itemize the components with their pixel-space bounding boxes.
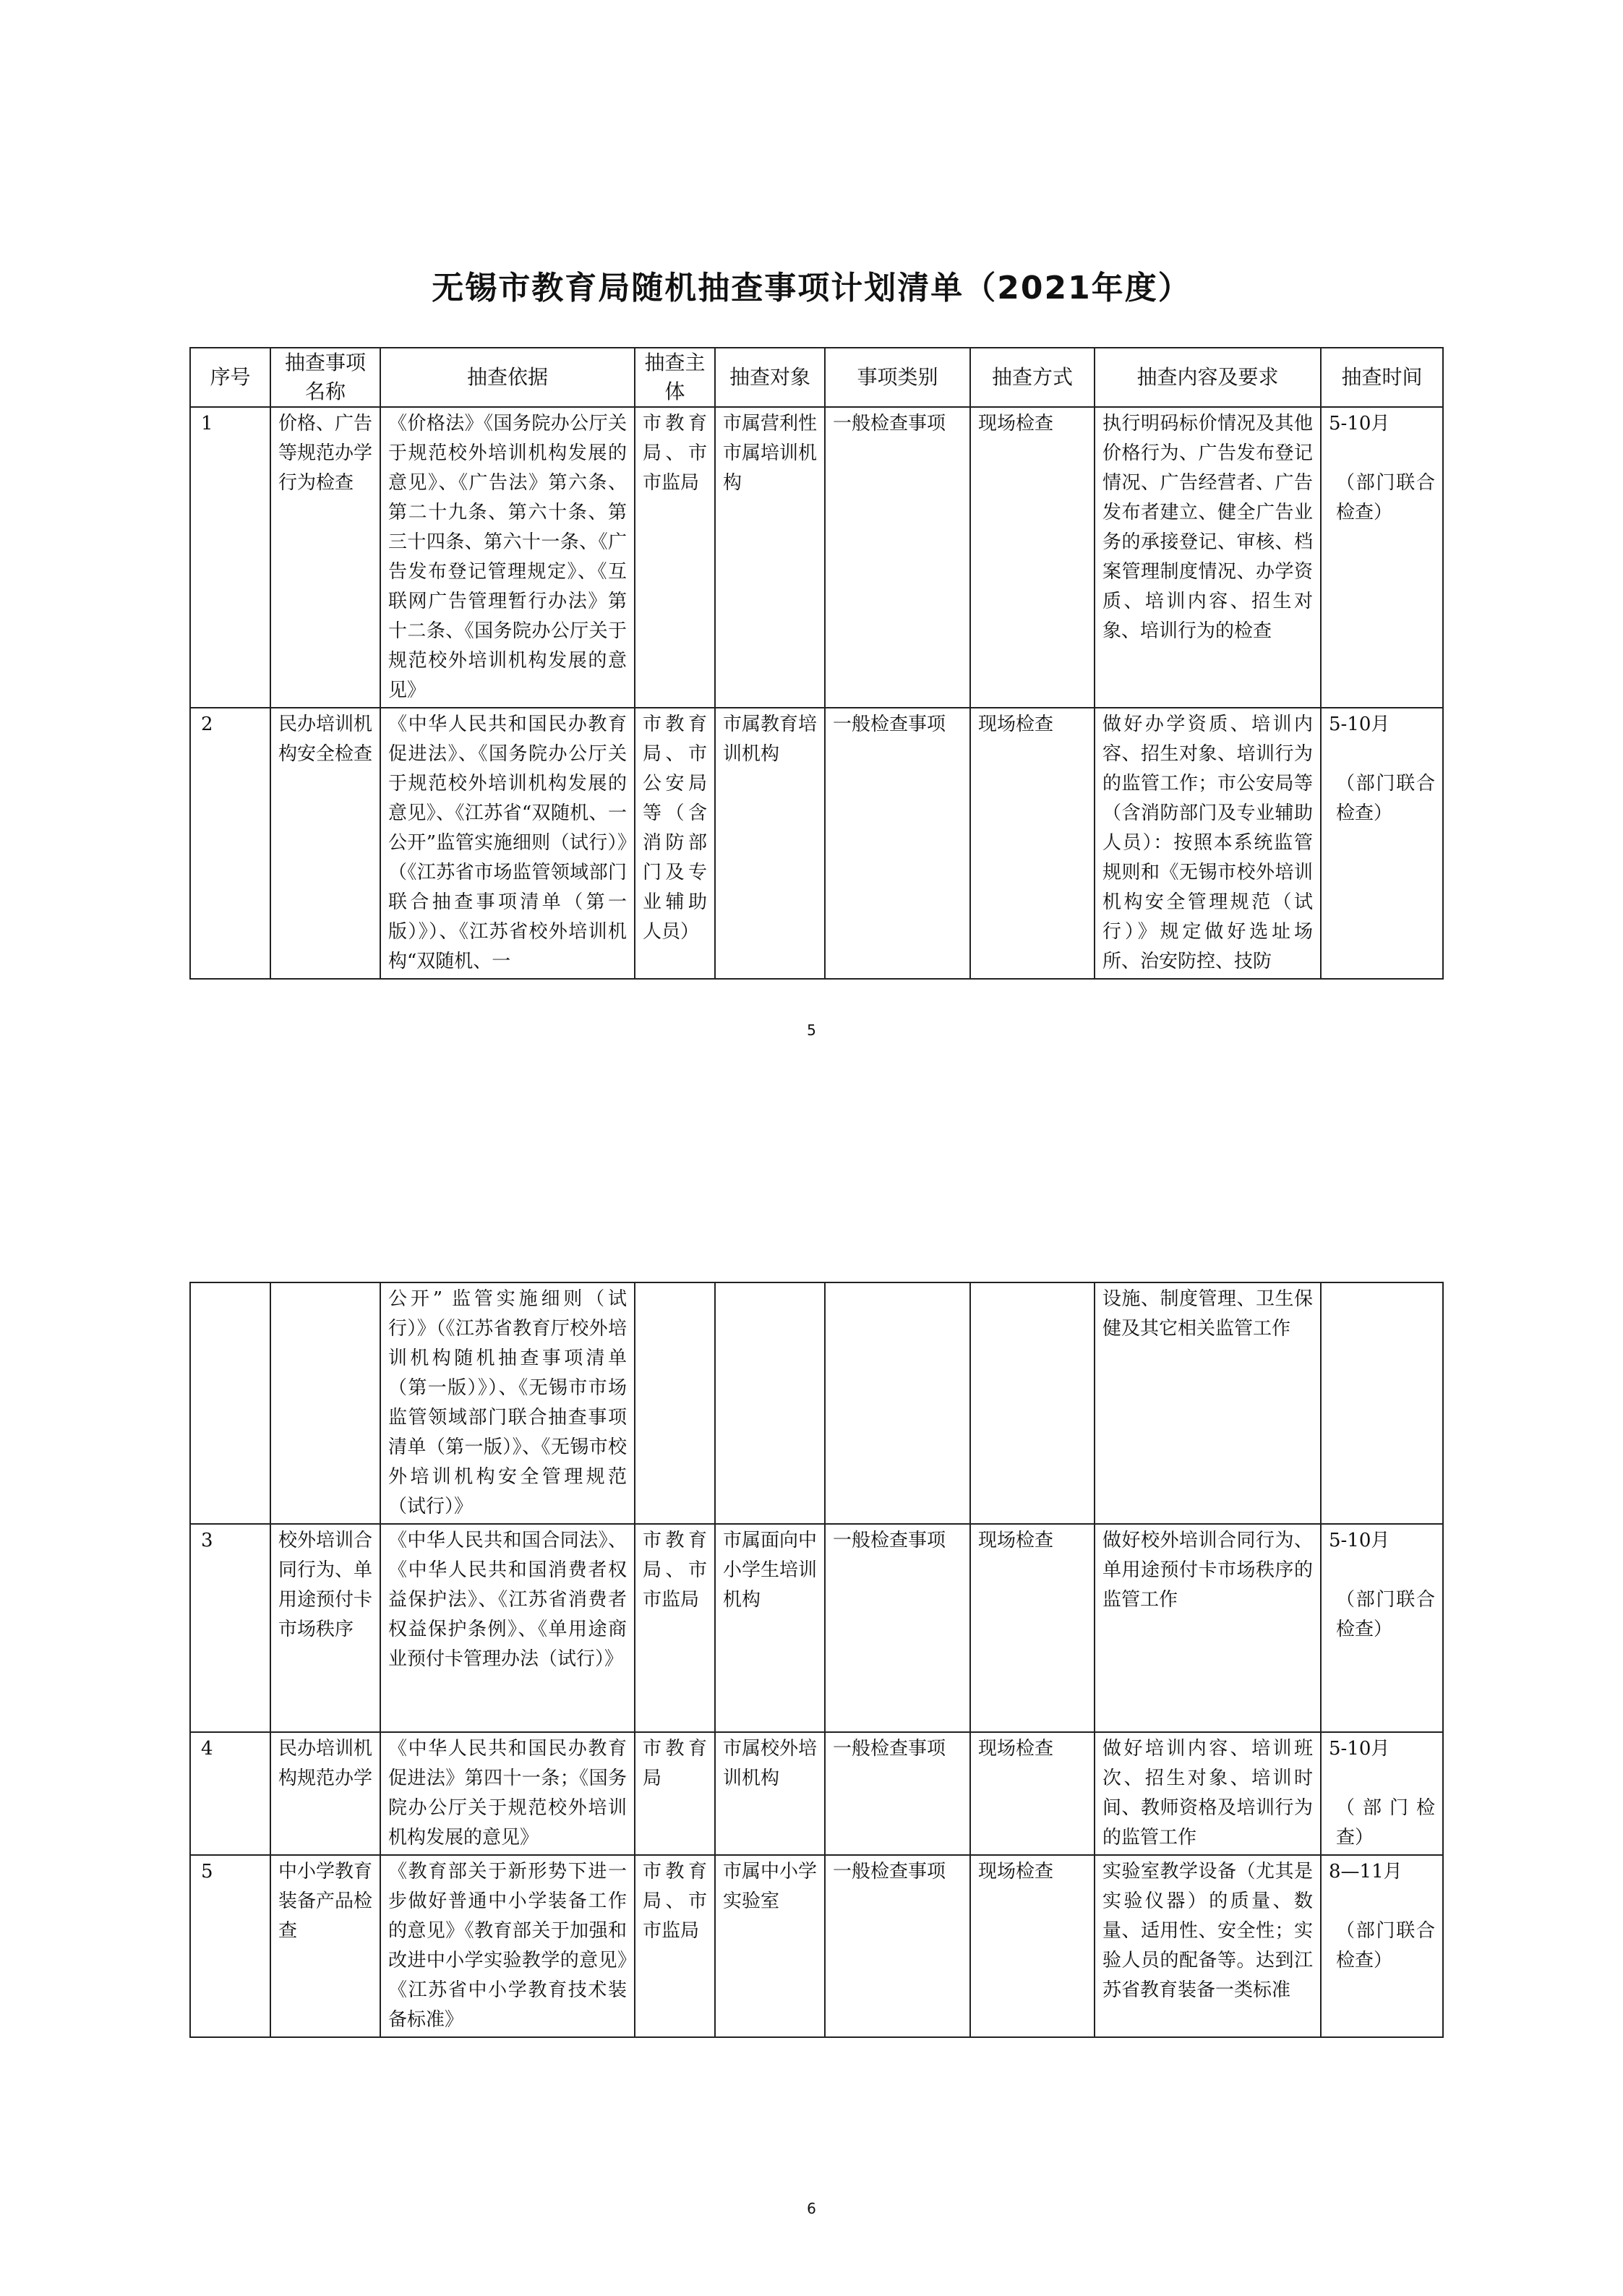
cell-content: 执行明码标价情况及其他价格行为、广告发布登记情况、广告经营者、广告发布者建立、健全广告业务的承接登记、审核、档案管理制度情况、办学资质、培训内容、招生对象、培训行为的检查 bbox=[1095, 407, 1321, 708]
time-note: （部门联合检查） bbox=[1336, 472, 1435, 523]
cell-content: 设施、制度管理、卫生保健及其它相关监管工作 bbox=[1095, 1282, 1321, 1524]
header-target: 抽查对象 bbox=[715, 348, 825, 407]
cell-content: 实验室教学设备（尤其是实验仪器）的质量、数量、适用性、安全性；实验人员的配备等。达到江苏省教育装备一类标准 bbox=[1095, 1855, 1321, 2037]
cell-target: 市属校外培训机构 bbox=[715, 1732, 825, 1855]
cell-method: 现场检查 bbox=[970, 1524, 1095, 1732]
cell-category: 一般检查事项 bbox=[825, 708, 970, 979]
inspection-table-page-6 bbox=[189, 1282, 1444, 2038]
table-row bbox=[190, 407, 1443, 708]
cell-category: 一般检查事项 bbox=[825, 1732, 970, 1855]
header-seq: 序号 bbox=[190, 348, 270, 407]
cell-category bbox=[825, 1282, 970, 1524]
table-header-row bbox=[190, 348, 1443, 407]
cell-subject: 市教育局、市市监局 bbox=[635, 407, 715, 708]
cell-method: 现场检查 bbox=[970, 1732, 1095, 1855]
cell-content: 做好校外培训合同行为、单用途预付卡市场秩序的监管工作 bbox=[1095, 1524, 1321, 1732]
cell-content: 做好培训内容、培训班次、招生对象、培训时间、教师资格及培训行为的监管工作 bbox=[1095, 1732, 1321, 1855]
time-note: （部门联合检查） bbox=[1336, 1589, 1435, 1640]
cell-basis: 《中华人民共和国民办教育促进法》、《国务院办公厅关于规范校外培训机构发展的意见》、《江苏省“双随机、一公开”监管实施细则（试行）》（《江苏省市场监管领域部门联合抽查事项清单（第一版）》）、《江苏省校外培训机构“双随机、一 bbox=[380, 708, 635, 979]
header-name: 抽查事项名称 bbox=[270, 348, 380, 407]
cell-basis: 《中华人民共和国合同法》、《中华人民共和国消费者权益保护法》、《江苏省消费者权益保护条例》、《单用途商业预付卡管理办法（试行）》 bbox=[380, 1524, 635, 1732]
page-number: 6 bbox=[807, 2200, 816, 2217]
table-row bbox=[190, 1282, 1443, 1524]
cell-target: 市属营利性市属培训机构 bbox=[715, 407, 825, 708]
time-range: 8—11月 bbox=[1329, 1861, 1403, 1882]
cell-target: 市属教育培训机构 bbox=[715, 708, 825, 979]
cell-target: 市属中小学实验室 bbox=[715, 1855, 825, 2037]
page-number: 5 bbox=[807, 1021, 816, 1039]
cell-method bbox=[970, 1282, 1095, 1524]
cell-basis: 公开” 监管实施细则（试行）》（《江苏省教育厅校外培训机构随机抽查事项清单（第一版）》）、《无锡市市场监管领域部门联合抽查事项清单（第一版）》、《无锡市校外培训机构安全管理规范（试行）》 bbox=[380, 1282, 635, 1524]
cell-subject bbox=[635, 1282, 715, 1524]
cell-seq: 5 bbox=[190, 1855, 270, 2037]
cell-subject: 市教育局、市市监局 bbox=[635, 1524, 715, 1732]
time-note: （部门检查） bbox=[1336, 1797, 1435, 1849]
cell-name bbox=[270, 1282, 380, 1524]
table-row bbox=[190, 1524, 1443, 1732]
cell-seq: 2 bbox=[190, 708, 270, 979]
cell-seq bbox=[190, 1282, 270, 1524]
cell-target bbox=[715, 1282, 825, 1524]
cell-basis: 《中华人民共和国民办教育促进法》第四十一条；《国务院办公厅关于规范校外培训机构发展的意见》 bbox=[380, 1732, 635, 1855]
cell-name: 校外培训合同行为、单用途预付卡市场秩序 bbox=[270, 1524, 380, 1732]
cell-subject: 市教育局、市公安局等（含消防部门及专业辅助人员） bbox=[635, 708, 715, 979]
cell-subject: 市教育局、市市监局 bbox=[635, 1855, 715, 2037]
cell-seq: 3 bbox=[190, 1524, 270, 1732]
cell-seq: 1 bbox=[190, 407, 270, 708]
cell-time bbox=[1321, 1524, 1443, 1732]
cell-subject: 市教育局 bbox=[635, 1732, 715, 1855]
header-time: 抽查时间 bbox=[1321, 348, 1443, 407]
header-subject: 抽查主体 bbox=[635, 348, 715, 407]
cell-basis: 《价格法》《国务院办公厅关于规范校外培训机构发展的意见》、《广告法》第六条、第二十九条、第六十条、第三十四条、第六十一条、《广告发布登记管理规定》、《互联网广告管理暂行办法》第十二条、《国务院办公厅关于规范校外培训机构发展的意见》 bbox=[380, 407, 635, 708]
cell-time bbox=[1321, 708, 1443, 979]
header-content: 抽查内容及要求 bbox=[1095, 348, 1321, 407]
time-range: 5-10月 bbox=[1329, 413, 1390, 434]
cell-target: 市属面向中小学生培训机构 bbox=[715, 1524, 825, 1732]
time-note: （部门联合检查） bbox=[1336, 773, 1435, 824]
cell-category: 一般检查事项 bbox=[825, 1855, 970, 2037]
cell-category: 一般检查事项 bbox=[825, 407, 970, 708]
header-category: 事项类别 bbox=[825, 348, 970, 407]
cell-method: 现场检查 bbox=[970, 1855, 1095, 2037]
cell-basis: 《教育部关于新形势下进一步做好普通中小学装备工作的意见》《教育部关于加强和改进中小学实验教学的意见》《江苏省中小学教育技术装备标准》 bbox=[380, 1855, 635, 2037]
time-range: 5-10月 bbox=[1329, 714, 1390, 735]
time-range: 5-10月 bbox=[1329, 1530, 1390, 1551]
cell-category: 一般检查事项 bbox=[825, 1524, 970, 1732]
cell-seq: 4 bbox=[190, 1732, 270, 1855]
time-note: （部门联合检查） bbox=[1336, 1920, 1435, 1971]
table-row bbox=[190, 708, 1443, 979]
header-method: 抽查方式 bbox=[970, 348, 1095, 407]
inspection-table-page-5 bbox=[189, 347, 1444, 980]
cell-name: 民办培训机构规范办学 bbox=[270, 1732, 380, 1855]
cell-time bbox=[1321, 1732, 1443, 1855]
time-range: 5-10月 bbox=[1329, 1738, 1390, 1760]
header-basis: 抽查依据 bbox=[380, 348, 635, 407]
cell-content: 做好办学资质、培训内容、招生对象、培训行为的监管工作；市公安局等（含消防部门及专业辅助人员）：按照本系统监管规则和《无锡市校外培训机构安全管理规范（试行）》规定做好选址场所、治安防控、技防 bbox=[1095, 708, 1321, 979]
cell-method: 现场检查 bbox=[970, 407, 1095, 708]
cell-name: 价格、广告等规范办学行为检查 bbox=[270, 407, 380, 708]
cell-time bbox=[1321, 1282, 1443, 1524]
page-title: 无锡市教育局随机抽查事项计划清单（2021年度） bbox=[432, 270, 1191, 307]
cell-name: 民办培训机构安全检查 bbox=[270, 708, 380, 979]
table-row bbox=[190, 1732, 1443, 1855]
cell-time bbox=[1321, 407, 1443, 708]
cell-name: 中小学教育装备产品检查 bbox=[270, 1855, 380, 2037]
table-row bbox=[190, 1855, 1443, 2037]
cell-method: 现场检查 bbox=[970, 708, 1095, 979]
cell-time bbox=[1321, 1855, 1443, 2037]
